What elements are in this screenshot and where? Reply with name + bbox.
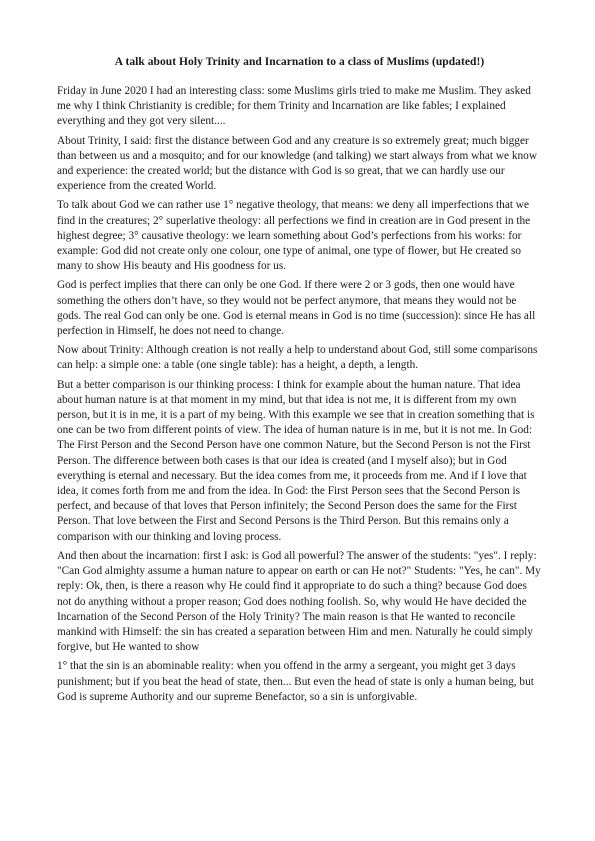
document-page [57,56,542,709]
paragraph-5: Now about Trinity: Although creation is not really a help to understand about God, still some comparisons can help: a simple one: a table (one single table): has a height, a depth, a length. [57,344,538,372]
paragraph-8: 1° that the sin is an abominable reality: when you offend in the army a sergeant, you might get 3 days punishment; but if you beat the head of state, then... But even the head of state is only a human being, but God is supreme Authority and our supreme Benefactor, so a sin is unforgivable. [57,660,534,703]
paragraph-6: But a better comparison is our thinking process: I think for example about the human nature. That idea about human nature is at that moment in my mind, but that idea is not me, it is different from my own person, but it is in me, it is a part of my being. With this example we see that in creation something that is one can be two from different points of view. The idea of human nature is in me, but it is not me. In God: The First Person and the Second Person have one common Nature, but the Second Person is not the First Person. The difference between both cases is that our idea is created (and I myself also); but in God everything is eternal and necessary. But the idea comes from me, it proceeds from me. And if I love that idea, it comes forth from me and from the idea. In God: the First Person sees that the Second Person is perfect, and because of that loves that Person infinitely; the Second Person does the same for the First Person. That love between the First and Second Persons is the Third Person. But this remains only a comparison with our thinking and loving process. [57,378,535,543]
paragraph-7: And then about the incarnation: first I ask: is God all powerful? The answer of the students: "yes". I reply: "Can God almighty assume a human nature to appear on earth or can He not?" Students: "Yes, he can". My reply: Ok, then, is there a reason why He could find it appropriate to do such a thing? because God does not do anything without a proper reason; God does nothing foolish. So, why would He have decided the Incarnation of the Second Person of the Holy Trinity? The main reason is that He wanted to reconcile mankind with Himself: the sin has created a separation between Him and men. Naturally he could simply forgive, but He wanted to show [57,549,541,654]
paragraph-4: God is perfect implies that there can only be one God. If there were 2 or 3 gods, then one would have something the others don’t have, so they would not be perfect anymore, that means they would not be gods. The real God can only be one. God is eternal means in God is no time (succession): since He has all perfection in Himself, he does not need to change. [57,279,536,338]
paragraph-2: About Trinity, I said: first the distance between God and any creature is so extremely great; much bigger than between us and a mosquito; and for our knowledge (and talking) we start always from what we know and experience: the created world; but the distance with God is so great, that we can hardly use our experience from the created World. [57,134,537,193]
paragraph-1: Friday in June 2020 I had an interesting class: some Muslims girls tried to make me Muslim. They asked me why I think Christianity is credible; for them Trinity and Incarnation are like fables; I explained everything and they got very silent.... [57,85,531,128]
paragraph-3: To talk about God we can rather use 1° negative theology, that means: we deny all imperfections that we find in the creatures; 2° superlative theology: all perfections we find in creation are in God present in the highest degree; 3° causative theology: we learn something about God’s perfections from his works: for example: God did not create only one colour, one type of animal, one type of flower, but He created so many to show His beauty and His goodness for us. [57,199,531,273]
document-title: A talk about Holy Trinity and Incarnation to a class of Muslims (updated!) [114,56,485,68]
